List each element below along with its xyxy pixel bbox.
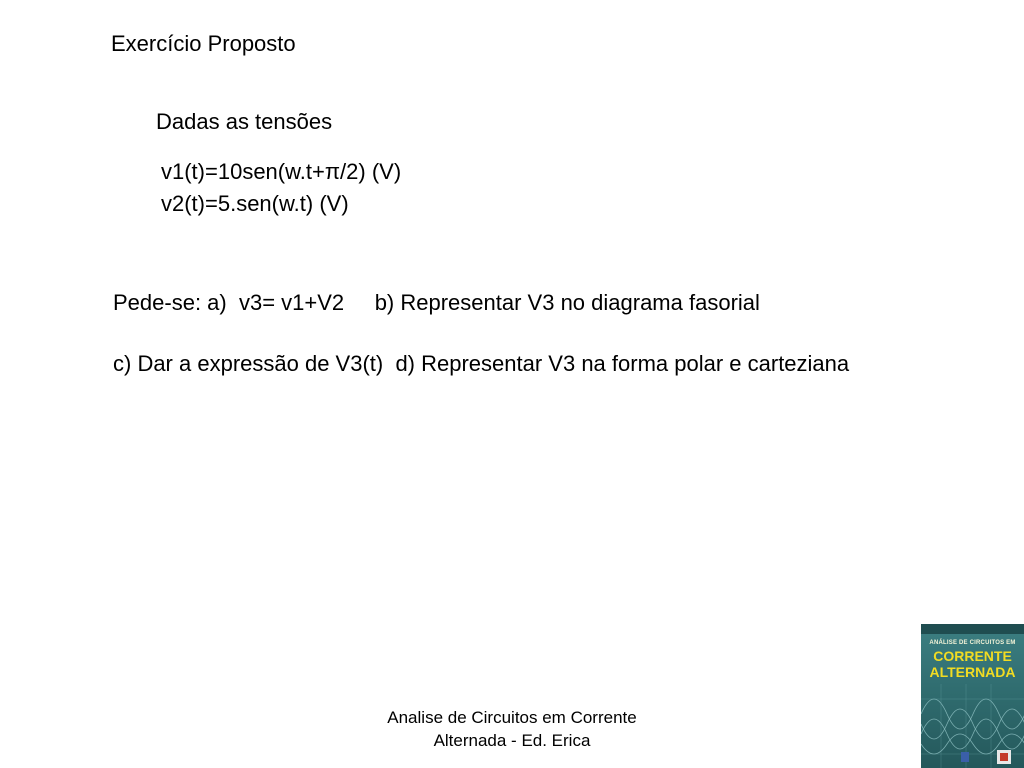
- given-intro: Dadas as tensões: [156, 109, 333, 134]
- footer-line-2: Alternada - Ed. Erica: [433, 731, 591, 750]
- book-cover-subtitle: ANÁLISE DE CIRCUITOS EM: [929, 640, 1016, 646]
- book-cover-image: [921, 624, 1024, 768]
- footer-credit: [350, 706, 674, 752]
- equation-v2: v2(t)=5.sen(w.t) (V): [161, 191, 349, 216]
- book-cover-title-line-2: ALTERNADA: [929, 664, 1016, 680]
- task-line-2: c) Dar a expressão de V3(t) d) Representar V3 na forma polar e carteziana: [113, 351, 850, 376]
- book-cover-title-line-1: CORRENTE: [933, 648, 1012, 664]
- footer-line-1: Analise de Circuitos em Corrente: [387, 708, 637, 727]
- slide-title: Exercício Proposto: [111, 31, 296, 56]
- equation-v1: v1(t)=10sen(w.t+π/2) (V): [161, 159, 402, 184]
- task-line-1: Pede-se: a) v3= v1+V2 b) Representar V3 no diagrama fasorial: [113, 290, 760, 315]
